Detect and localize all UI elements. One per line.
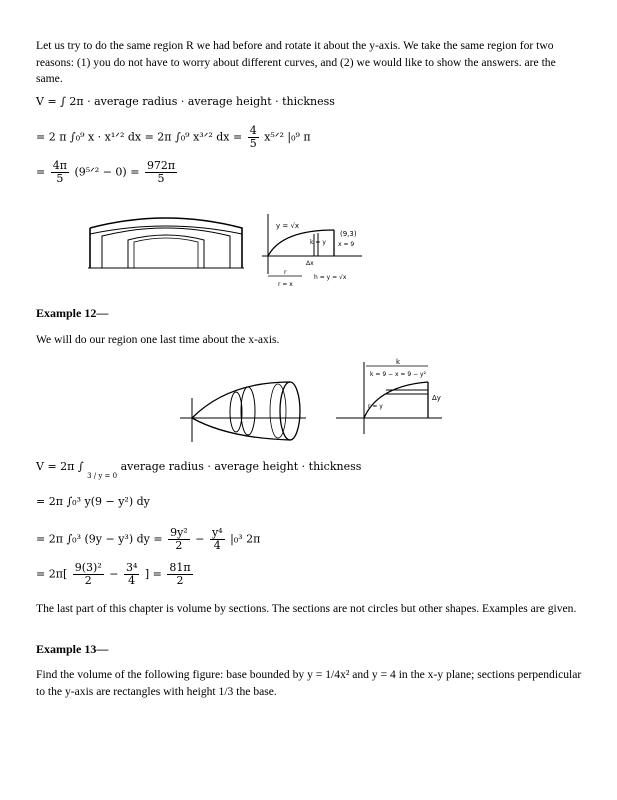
eq2-line4-f3-num: 81π <box>169 561 191 574</box>
dx-label: Δx <box>306 260 314 267</box>
eq2-line3-f1 <box>168 527 190 552</box>
eq2-line1-right: average radius · average height · thickness <box>120 460 362 473</box>
eq1-line2-frac <box>248 125 259 150</box>
eq2-line3: = 2π ∫₀³ (9y − y³) dy = $\frac{\text{9y²}}{2}$ − $\frac{\text{y⁴}}{4}$ |₀³ 2π <box>36 526 261 552</box>
eq1-line3-frac2 <box>145 160 177 185</box>
eq2-line4-f2-num: 3⁴ <box>125 561 138 574</box>
eq2-line4-mid: ] = <box>144 567 162 581</box>
eq2-line1-lims: 3 / y = 0 <box>87 472 118 480</box>
region-diagram-2 <box>336 358 446 438</box>
eq2-line3-f1-den: 2 <box>175 539 183 552</box>
eq1-line3-mid: (9⁵ᐟ² − 0) = <box>74 165 140 179</box>
eq2-line4-f1-num: 9(3)² <box>74 561 102 574</box>
eq1-line3-frac2-num: 972π <box>146 159 176 172</box>
eq2-line3-f2-den: 4 <box>213 539 221 552</box>
eq1-line2-frac-num: 4 <box>249 124 257 137</box>
ry-label: r = y <box>368 403 383 410</box>
k-expr-label: k = 9 − x = 9 − y² <box>370 371 426 378</box>
eq2-line4-f3-den: 2 <box>176 574 184 587</box>
eq2-line1-left: V = 2π ∫ <box>36 460 84 473</box>
example12-heading: Example 12— <box>36 306 109 320</box>
eq1-line3-frac1-num: 4π <box>52 159 67 172</box>
eq2-line1 <box>36 460 361 480</box>
example13-text: Find the volume of the following figure: base bounded by y = 1/4x² and y = 4 in the x-y plane; sections perpendicular to the y-axis are rectangles with height 1/3 the base. <box>36 668 582 698</box>
eq2-line4-left: = 2π[ <box>36 567 68 581</box>
eq2-line4-f3 <box>167 562 192 587</box>
region-diagram-1 <box>262 212 372 292</box>
eq1-line2-frac-den: 5 <box>249 137 257 150</box>
curve-label: y = √x <box>276 222 300 230</box>
eq2-line4-f2 <box>124 562 139 587</box>
eq2-line4: = 2π[ $\frac{\text{9(3)²}}{2}$ − $\frac{\text{3⁴}}{4}$ ] = $\frac{81\pi}{2}$ <box>36 561 191 587</box>
example13-heading: Example 13— <box>36 642 109 656</box>
x-label: x = 9 <box>338 241 355 248</box>
rx-label: r = x <box>278 281 293 288</box>
eq2-line3-f2-num: y⁴ <box>211 526 223 539</box>
h-label: h = y = √x <box>314 274 347 281</box>
eq1-line3: = $\frac{4\pi}{5}$ (9⁵ᐟ² − 0) = $\frac{972\pi}{5}$ <box>36 159 176 185</box>
k-label: k = y <box>310 239 326 246</box>
eq1-line3-frac2-den: 5 <box>157 172 165 185</box>
eq2-line3-right: |₀³ 2π <box>230 532 261 546</box>
eq2-line3-f2 <box>210 527 225 552</box>
k-top-label: k <box>396 358 401 366</box>
solid-diagram-2 <box>178 378 308 448</box>
intro-paragraph: Let us try to do the same region R we had before and rotate it about the y-axis. We take the same region for two reasons: (1) you do not have to worry about different curves, and (2) we would like to show the answers. are the same. <box>36 39 556 85</box>
eq2-line4-f1-den: 2 <box>84 574 92 587</box>
eq1-line2 <box>36 125 311 150</box>
point-label: (9,3) <box>340 230 357 238</box>
example12-text: We will do our region one last time about the x-axis. <box>36 333 280 346</box>
eq2-line2: = 2π ∫₀³ y(9 − y²) dy <box>36 495 150 508</box>
eq2-line3-f1-num: 9y² <box>170 526 188 539</box>
eq2-line4-f2-den: 4 <box>128 574 136 587</box>
eq1-line1: V = ∫ 2π · average radius · average height · thickness <box>36 95 335 108</box>
dy-label: Δy <box>432 394 441 402</box>
sections-paragraph: The last part of this chapter is volume by sections. The sections are not circles but other shapes. Examples are given. <box>36 602 577 615</box>
eq1-line2-left: = 2 π ∫₀⁹ x · x¹ᐟ² dx = 2π ∫₀⁹ x³ᐟ² dx = <box>36 130 243 144</box>
eq2-line4-f1 <box>73 562 104 587</box>
eq1-line2-right: x⁵ᐟ² |₀⁹ π <box>264 130 311 144</box>
eq2-line3-left: = 2π ∫₀³ (9y − y³) dy = <box>36 532 163 546</box>
eq1-line3-frac1 <box>51 160 69 185</box>
eq1-line3-frac1-den: 5 <box>56 172 64 185</box>
r-label: r <box>284 269 287 276</box>
shell-diagram-1 <box>88 212 248 272</box>
